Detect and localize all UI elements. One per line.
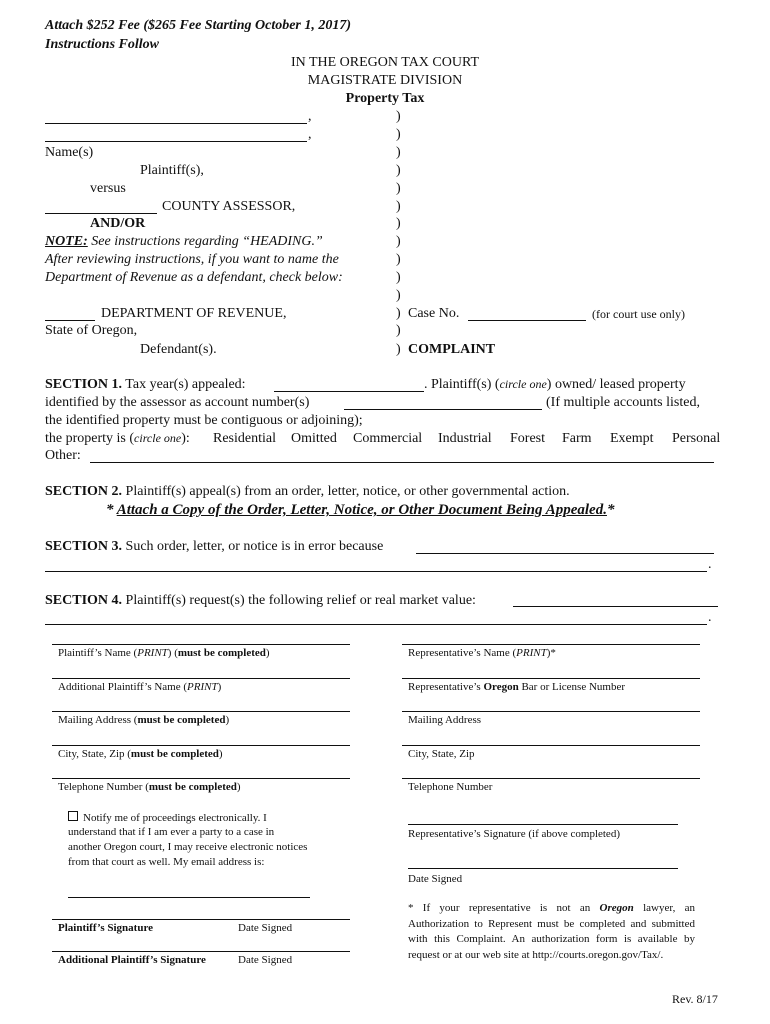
section2-line <box>45 484 570 500</box>
additional-plaintiff-label <box>58 681 221 693</box>
rep-date-label: Date Signed <box>408 873 463 885</box>
court-division: MAGISTRATE DIVISION <box>307 73 463 88</box>
footnote-text: lawyer, an Authorization to Represent must be completed and submitted with this Complaint. An authorization form is available by request or at our web site at http://courts.oregon.gov/Tax/. <box>408 902 695 961</box>
plaintiffs-label: Plaintiff(s), <box>140 163 204 178</box>
paren: ) <box>396 306 401 321</box>
print-text: PRINT <box>137 647 168 659</box>
section1-label: SECTION 1. <box>45 377 123 392</box>
paren: ) <box>396 288 401 303</box>
paren: ) <box>396 270 401 285</box>
rep-signature-input[interactable] <box>408 824 678 825</box>
paren: ) <box>396 342 401 357</box>
property-type-farm[interactable]: Farm <box>562 431 592 446</box>
paren: ) <box>396 323 401 338</box>
plaintiff-name-label <box>58 647 270 659</box>
dor-checkbox-line[interactable] <box>45 320 95 321</box>
note <box>45 234 323 250</box>
plaintiff-signature-label: Plaintiff’s Signature <box>58 922 154 934</box>
section4-line <box>45 593 476 609</box>
property-type-exempt[interactable]: Exempt <box>610 431 654 446</box>
oregon-text: Oregon <box>599 902 634 914</box>
city-state-zip-label <box>58 748 223 760</box>
section1-text3: ) owned/ leased property <box>546 377 686 392</box>
section3-period: . <box>708 557 712 572</box>
label-text: Representative’s <box>408 681 484 693</box>
label-text: )* <box>546 647 556 659</box>
paren: ) <box>396 181 401 196</box>
section3-line <box>45 539 383 555</box>
property-type-commercial[interactable]: Commercial <box>353 431 423 446</box>
notify-text: Notify me of proceedings electronically. I <box>83 812 267 824</box>
county-line[interactable] <box>45 213 157 214</box>
rep-telephone-input[interactable] <box>402 778 700 779</box>
property-is-close: ): <box>181 431 190 446</box>
telephone-input[interactable] <box>52 778 350 779</box>
rep-signature-label: Representative’s Signature (if above completed) <box>408 828 620 840</box>
note-text: See instructions regarding “HEADING.” <box>87 234 323 249</box>
label-text: Additional Plaintiff’s Name ( <box>58 681 188 693</box>
section3-input-1[interactable] <box>416 553 714 554</box>
plaintiff-name-input[interactable] <box>52 644 350 645</box>
section1-account-label: identified by the assessor as account number(s) <box>45 395 310 410</box>
rep-city-input[interactable] <box>402 745 700 746</box>
note-label: NOTE: <box>45 234 88 249</box>
court-use-label: (for court use only) <box>592 307 685 321</box>
rep-date-input[interactable] <box>408 868 678 869</box>
rep-mailing-input[interactable] <box>402 711 700 712</box>
name-line-2[interactable] <box>45 141 307 142</box>
additional-plaintiff-input[interactable] <box>52 678 350 679</box>
notify-line-4: from that court as well. My email address is: <box>68 856 265 868</box>
case-no-label: Case No. <box>408 306 460 321</box>
versus-label: versus <box>90 181 126 196</box>
section3-input-2[interactable] <box>45 571 707 572</box>
mailing-address-input[interactable] <box>52 711 350 712</box>
label-text: Plaintiff’s Name ( <box>58 647 138 659</box>
star: * <box>606 502 615 518</box>
city-state-zip-input[interactable] <box>52 745 350 746</box>
section3-label: SECTION 3. <box>45 539 123 554</box>
section1-owned <box>424 377 686 393</box>
print-text: PRINT <box>187 681 218 693</box>
names-label: Name(s) <box>45 145 94 160</box>
label-text: Bar or License Number <box>518 681 625 693</box>
star: * <box>106 502 114 518</box>
label-text: City, State, Zip ( <box>58 748 131 760</box>
section4-input-2[interactable] <box>45 624 707 625</box>
fee-notice: Attach $252 Fee ($265 Fee Starting October 1, 2017) <box>45 18 352 33</box>
other-label: Other: <box>45 448 81 463</box>
court-type: Property Tax <box>345 91 425 106</box>
section1-tax-year-label: Tax year(s) appealed: <box>125 377 246 392</box>
section1-multiple-accounts: (If multiple accounts listed, <box>546 395 700 410</box>
circle-one-text: circle one <box>134 431 182 445</box>
label-text: ) ( <box>167 647 178 659</box>
notify-line-2: understand that if I am ever a party to a case in <box>68 826 275 838</box>
defendants-label: Defendant(s). <box>140 342 217 357</box>
rep-bar-label <box>408 681 625 693</box>
notify-checkbox[interactable] <box>68 811 78 821</box>
attach-copy-text: Attach a Copy of the Order, Letter, Notice, or Other Document Being Appealed. <box>116 502 607 518</box>
label-text: ) <box>217 681 222 693</box>
state-label: State of Oregon, <box>45 323 138 338</box>
property-type-personal[interactable]: Personal <box>672 431 721 446</box>
required-text: must be completed <box>148 781 237 793</box>
paren: ) <box>396 199 401 214</box>
section1-property-is <box>45 431 190 447</box>
mailing-address-label <box>58 714 229 726</box>
rep-footnote <box>408 901 695 963</box>
label-text: ) <box>265 647 270 659</box>
print-text: PRINT <box>516 647 547 659</box>
case-no-line[interactable] <box>468 320 586 321</box>
required-text: must be completed <box>137 714 226 726</box>
rep-name-input[interactable] <box>402 644 700 645</box>
dept-revenue-label: DEPARTMENT OF REVENUE, <box>101 306 287 321</box>
section3-text: Such order, letter, or notice is in error because <box>125 539 384 554</box>
required-text: must be completed <box>130 748 219 760</box>
section1-line1 <box>45 377 246 393</box>
section1-contiguous: the identified property must be contiguous or adjoining); <box>45 413 363 428</box>
county-assessor-label: COUNTY ASSESSOR, <box>162 199 296 214</box>
account-number-input[interactable] <box>344 409 542 410</box>
label-text: Telephone Number ( <box>58 781 149 793</box>
additional-signature-input[interactable] <box>52 951 350 952</box>
required-text: must be completed <box>177 647 266 659</box>
property-type-forest[interactable]: Forest <box>510 431 545 446</box>
paren: ) <box>396 145 401 160</box>
notify-line-3: another Oregon court, I may receive electronic notices <box>68 841 308 853</box>
property-type-residential[interactable]: Residential <box>213 431 276 446</box>
rep-bar-input[interactable] <box>402 678 700 679</box>
label-text: ) <box>236 781 241 793</box>
oregon-text: Oregon <box>483 681 519 693</box>
other-input[interactable] <box>90 462 714 463</box>
comma-2: , <box>308 127 312 142</box>
attach-copy-notice <box>106 502 614 519</box>
paren: ) <box>396 109 401 124</box>
after-review-line-1: After reviewing instructions, if you want to name the <box>45 252 339 267</box>
section4-input-1[interactable] <box>513 606 718 607</box>
property-is-text: the property is ( <box>45 431 135 446</box>
property-type-omitted[interactable]: Omitted <box>291 431 337 446</box>
section2-text: Plaintiff(s) appeal(s) from an order, letter, notice, or other governmental action. <box>125 484 570 499</box>
label-text: ) <box>225 714 230 726</box>
label-text: Mailing Address ( <box>58 714 138 726</box>
additional-date-label: Date Signed <box>238 954 293 966</box>
paren: ) <box>396 127 401 142</box>
telephone-label <box>58 781 241 793</box>
paren: ) <box>396 216 401 231</box>
court-name: IN THE OREGON TAX COURT <box>290 55 480 70</box>
complaint-title: COMPLAINT <box>408 342 496 357</box>
comma-1: , <box>308 109 312 124</box>
plaintiff-signature-input[interactable] <box>52 919 350 920</box>
additional-signature-label: Additional Plaintiff’s Signature <box>58 954 206 966</box>
name-line-1[interactable] <box>45 123 307 124</box>
circle-one-text: circle one <box>499 377 547 391</box>
revision-label: Rev. 8/17 <box>672 992 718 1006</box>
email-input[interactable] <box>68 897 310 898</box>
tax-year-input[interactable] <box>274 391 424 392</box>
and-or-label: AND/OR <box>90 216 146 231</box>
after-review-line-2: Department of Revenue as a defendant, check below: <box>45 270 343 285</box>
notify-line-1 <box>68 811 267 824</box>
instructions-note: Instructions Follow <box>45 37 159 52</box>
section4-label: SECTION 4. <box>45 593 123 608</box>
rep-name-label <box>408 647 556 659</box>
section1-text2: . Plaintiff(s) ( <box>424 377 500 392</box>
footnote-text: * If your representative is not an <box>408 902 600 914</box>
plaintiff-date-label: Date Signed <box>238 922 293 934</box>
section4-text: Plaintiff(s) request(s) the following relief or real market value: <box>125 593 476 608</box>
section4-period: . <box>708 610 712 625</box>
label-text: ) <box>218 748 223 760</box>
paren: ) <box>396 163 401 178</box>
paren: ) <box>396 252 401 267</box>
rep-city-label: City, State, Zip <box>408 748 475 760</box>
section2-label: SECTION 2. <box>45 484 123 499</box>
rep-telephone-label: Telephone Number <box>408 781 493 793</box>
label-text: Representative’s Name ( <box>408 647 517 659</box>
paren: ) <box>396 234 401 249</box>
property-type-industrial[interactable]: Industrial <box>438 431 492 446</box>
rep-mailing-label: Mailing Address <box>408 714 482 726</box>
